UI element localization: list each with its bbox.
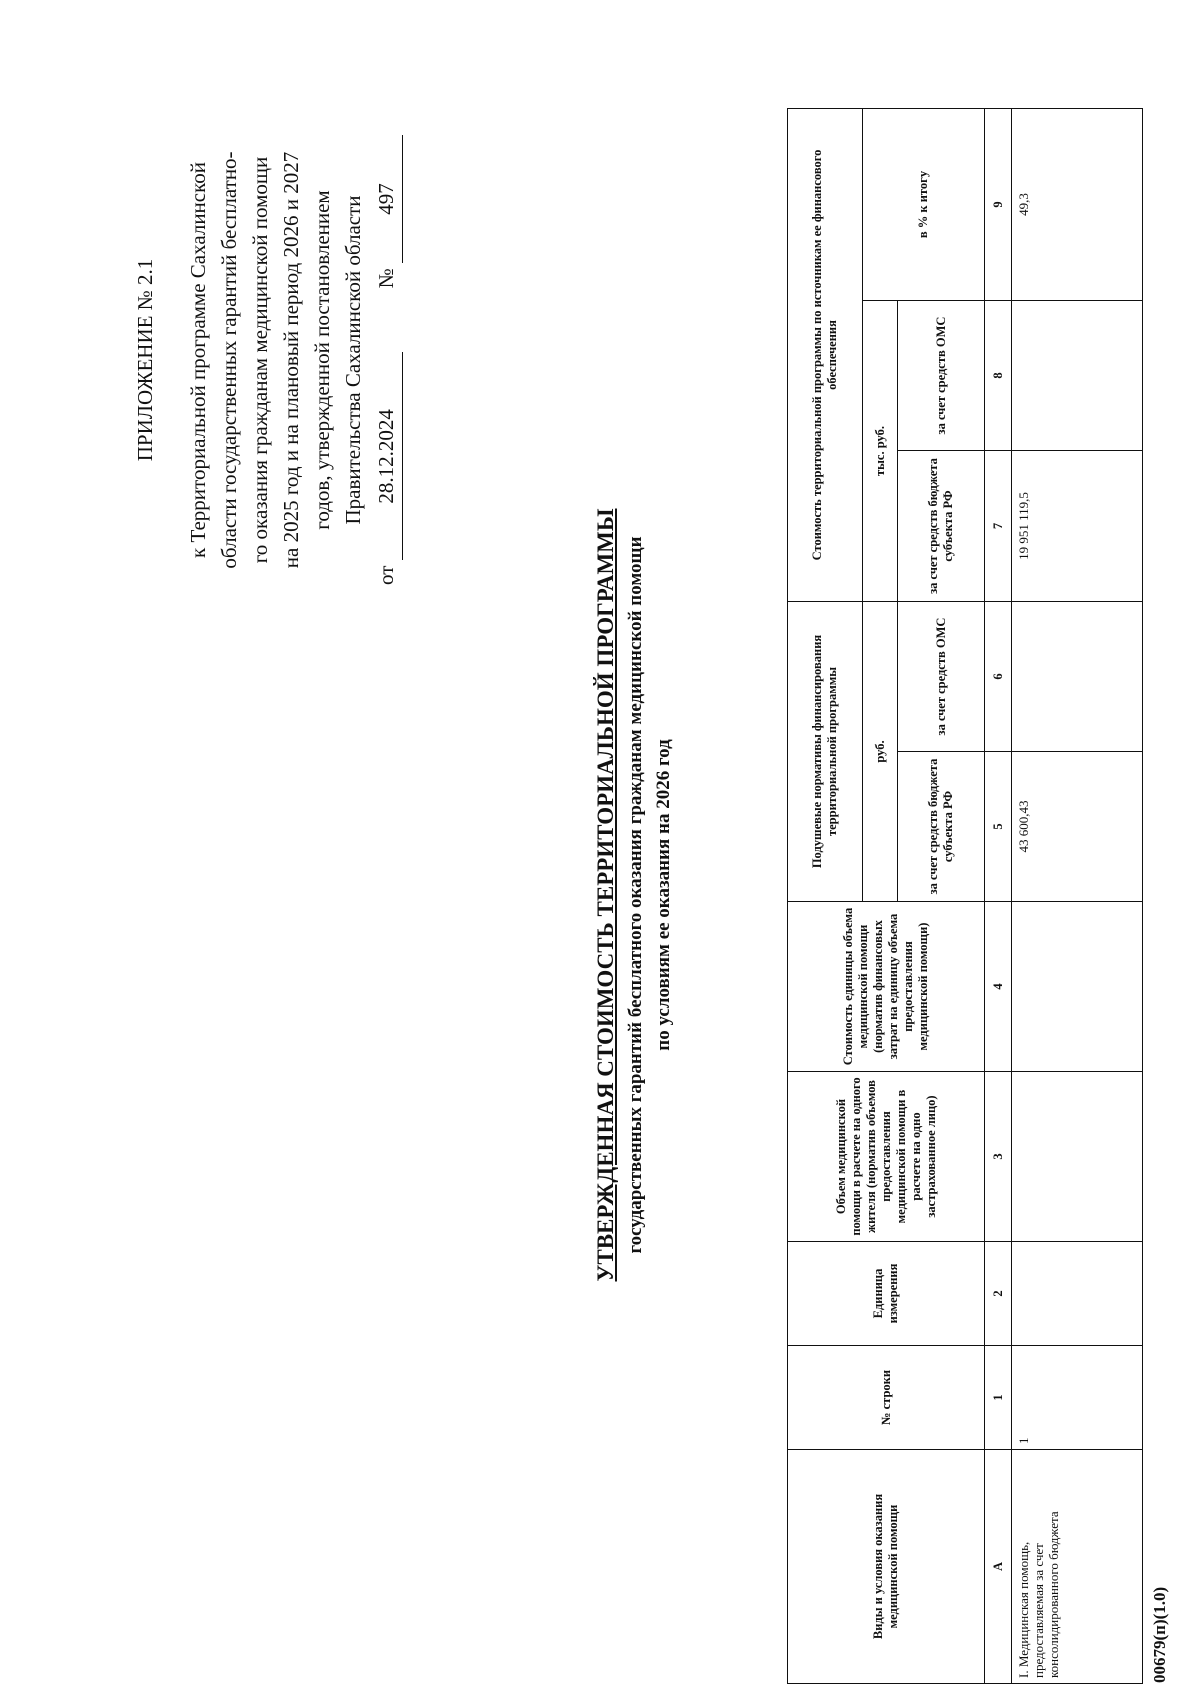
heading-subtitle-2: по условиям ее оказания на 2026 год — [653, 739, 674, 1051]
header-per-capita-budget: за счет средств бюджета субъекта РФ — [898, 752, 985, 902]
annex-line: го оказания гражданам медицинской помощи — [248, 156, 272, 564]
header-cost-group: Стоимость территориальной программы по источникам ее финансового обеспечения — [788, 108, 863, 601]
annex-title: ПРИЛОЖЕНИЕ № 2.1 — [133, 258, 157, 462]
column-number: 4 — [985, 902, 1012, 1072]
table-row — [1012, 108, 1143, 1683]
cell-cost-budget: 19 951 119,5 — [1012, 451, 1143, 602]
column-number: 7 — [985, 451, 1012, 602]
document-heading — [590, 245, 678, 1545]
header-cost-oms: за счет средств ОМС — [898, 301, 985, 451]
column-number: А — [985, 1450, 1012, 1684]
header-line-number: № строки — [788, 1346, 985, 1450]
cell-per-capita-oms — [1012, 602, 1143, 752]
cell-line-number: 1 — [1012, 1346, 1143, 1450]
cell-name: I. Медицинская помощь, предоставляемая за счет консолидированного бюджета — [1012, 1450, 1143, 1684]
date-field — [371, 352, 403, 585]
column-number: 5 — [985, 752, 1012, 902]
cell-unit — [1012, 1242, 1143, 1346]
column-number: 2 — [985, 1242, 1012, 1346]
cell-cost-oms — [1012, 301, 1143, 451]
annex-line: к Территориальной программе Сахалинской — [186, 162, 210, 558]
date-prefix: от — [374, 565, 398, 585]
date-value: 28.12.2024 — [371, 352, 403, 560]
heading-title: УТВЕРЖДЕННАЯ СТОИМОСТЬ ТЕРРИТОРИАЛЬНОЙ ПРОГРАММЫ — [593, 508, 618, 1282]
annex-block — [130, 135, 403, 585]
annex-line: Правительства Сахалинской области — [341, 195, 365, 525]
column-number: 1 — [985, 1346, 1012, 1450]
cell-volume — [1012, 1072, 1143, 1242]
document-code: 00679(п)(1.0) — [1150, 1586, 1169, 1683]
header-percent: в % к итогу — [863, 108, 985, 300]
cell-percent: 49,3 — [1012, 108, 1143, 300]
number-field — [371, 135, 403, 288]
annex-line: на 2025 год и на плановый период 2026 и 2027 — [279, 151, 303, 569]
column-number-row — [985, 108, 1012, 1683]
header-cost-budget: за счет средств бюджета субъекта РФ — [898, 451, 985, 602]
annex-line: годов, утвержденной постановлением — [310, 190, 334, 530]
cell-unit-cost — [1012, 902, 1143, 1072]
date-number-row — [371, 135, 403, 585]
header-unit-rub: руб. — [863, 602, 898, 902]
header-per-capita-oms: за счет средств ОМС — [898, 602, 985, 752]
column-number: 8 — [985, 301, 1012, 451]
column-number: 9 — [985, 108, 1012, 300]
number-prefix: № — [374, 268, 398, 289]
header-types-conditions: Виды и условия оказания медицинской помощи — [788, 1450, 985, 1684]
number-value: 497 — [371, 135, 403, 263]
column-number: 6 — [985, 602, 1012, 752]
column-number: 3 — [985, 1072, 1012, 1242]
header-unit-thousand-rub: тыс. руб. — [863, 301, 898, 602]
header-volume: Объем медицинской помощи в расчете на одного жителя (норматив объемов предоставления медицинской помощи в расчете на одно застрахованное лицо) — [788, 1072, 985, 1242]
cell-per-capita-budget: 43 600,43 — [1012, 752, 1143, 902]
header-unit-cost: Стоимость единицы объема медицинской помощи (норматив финансовых затрат на единицу объема предоставления медицинской помощи) — [788, 902, 985, 1072]
header-unit: Единица измерения — [788, 1242, 985, 1346]
cost-table — [787, 108, 1143, 1684]
header-per-capita-group: Подушевые нормативы финансирования территориальной программы — [788, 602, 863, 902]
heading-subtitle: государственных гарантий бесплатного оказания гражданам медицинской помощи — [625, 536, 646, 1254]
annex-line: области государственных гарантий бесплатно- — [217, 151, 241, 569]
